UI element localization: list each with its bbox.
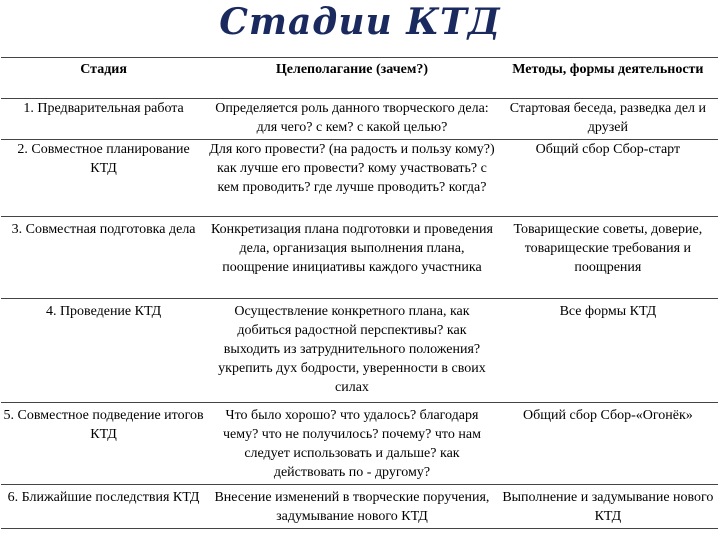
methods-cell: Общий сбор Сбор-старт [498, 140, 718, 217]
table-row [1, 99, 718, 140]
table-row [1, 403, 718, 485]
table-row [1, 217, 718, 299]
methods-cell: Товарищеские советы, доверие, товарищеские требования и поощрения [498, 217, 718, 299]
goal-cell: Для кого провести? (на радость и пользу кому?) как лучше его провести? кому участвовать? с кем проводить? где лучше проводить? когда? [206, 140, 498, 217]
table-row [1, 485, 718, 529]
stage-cell: 3. Совместная подготовка дела [1, 217, 206, 299]
header-stage: Стадия [1, 58, 206, 99]
stage-cell: 2. Совместное планирование КТД [1, 140, 206, 217]
goal-cell: Внесение изменений в творческие поручения, задумывание нового КТД [206, 485, 498, 529]
methods-cell: Все формы КТД [498, 299, 718, 403]
table-row [1, 140, 718, 217]
goal-cell: Осуществление конкретного плана, как добиться радостной перспективы? как выходить из затруднительного положения? укрепить дух бодрости, уверенности в своих силах [206, 299, 498, 403]
header-methods: Методы, формы деятельности [498, 58, 718, 99]
page-title: Стадии КТД [219, 1, 501, 43]
stage-cell: 4. Проведение КТД [1, 299, 206, 403]
stages-table [1, 57, 718, 529]
table-row [1, 299, 718, 403]
methods-cell: Выполнение и задумывание нового КТД [498, 485, 718, 529]
stage-cell: 1. Предварительная работа [1, 99, 206, 140]
goal-cell: Что было хорошо? что удалось? благодаря чему? что не получилось? почему? что нам следует использовать и дальше? как действовать по - другому? [206, 403, 498, 485]
goal-cell: Определяется роль данного творческого дела: для чего? с кем? с какой целью? [206, 99, 498, 140]
table-header-row [1, 58, 718, 99]
goal-cell: Конкретизация плана подготовки и проведения дела, организация выполнения плана, поощрение инициативы каждого участника [206, 217, 498, 299]
methods-cell: Общий сбор Сбор-«Огонёк» [498, 403, 718, 485]
stage-cell: 6. Ближайшие последствия КТД [1, 485, 206, 529]
header-goal: Целеполагание (зачем?) [206, 58, 498, 99]
stage-cell: 5. Совместное подведение итогов КТД [1, 403, 206, 485]
methods-cell: Стартовая беседа, разведка дел и друзей [498, 99, 718, 140]
